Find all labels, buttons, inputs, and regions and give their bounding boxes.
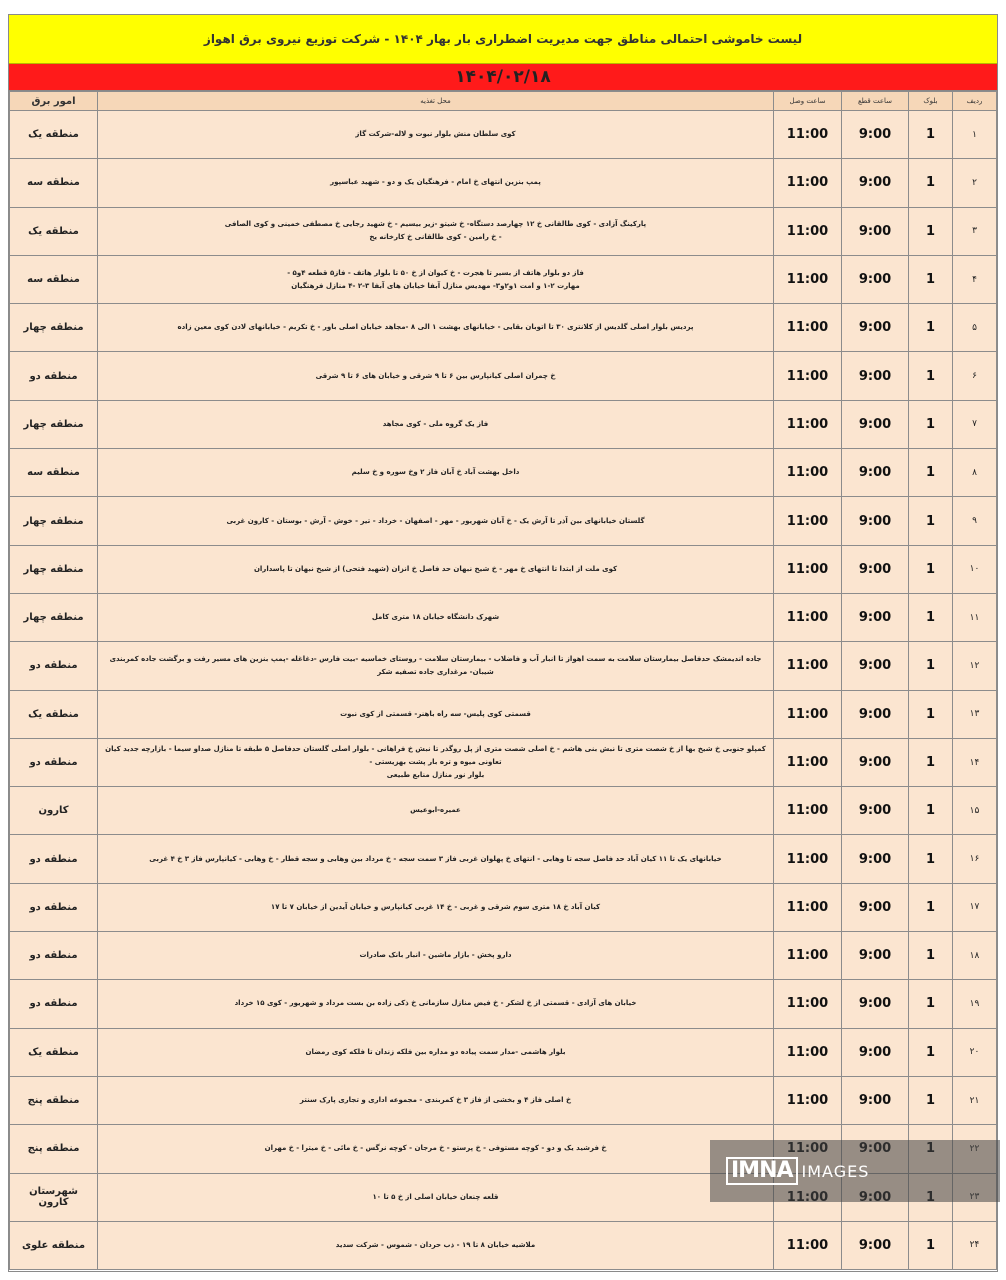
location-cell: فاز یک گروه ملی - کوی مجاهد [98, 400, 774, 448]
table-row [10, 352, 997, 400]
table-row [10, 1076, 997, 1124]
affairs-cell: منطقه سه [10, 449, 98, 497]
cut-time-cell: 9:00 [842, 545, 909, 593]
affairs-cell: منطقه یک [10, 111, 98, 159]
imna-watermark [710, 1140, 1000, 1202]
location-cell: خ فرشید یک و دو - کوچه مستوفی - خ پرستو - خ مرجان - کوچه نرگس - خ مائی - خ میترا - خ مهران [98, 1125, 774, 1173]
affairs-cell: منطقه یک [10, 1028, 98, 1076]
table-row [10, 593, 997, 641]
block-cell: 1 [909, 932, 953, 980]
block-cell: 1 [909, 111, 953, 159]
connect-time-cell: 11:00 [774, 690, 842, 738]
cut-time-cell: 9:00 [842, 207, 909, 255]
outage-table [9, 91, 997, 1270]
location-cell: پمپ بنزین انتهای خ امام - فرهنگیان یک و دو - شهید عباسپور [98, 159, 774, 207]
page-title: لیست خاموشی احتمالی مناطق جهت مدیریت اضطراری بار بهار ۱۴۰۴ - شرکت توزیع نیروی برق اهواز [9, 15, 997, 64]
table-row [10, 642, 997, 690]
cut-time-cell: 9:00 [842, 1076, 909, 1124]
watermark-suffix: IMAGES [801, 1161, 870, 1181]
row-number-cell: ۲۱ [953, 1076, 997, 1124]
block-cell: 1 [909, 255, 953, 303]
table-row [10, 255, 997, 303]
header-block: بلوک [909, 92, 953, 111]
connect-time-cell: 11:00 [774, 1221, 842, 1269]
watermark-logo: IMNA [726, 1157, 798, 1185]
connect-time-cell: 11:00 [774, 497, 842, 545]
row-number-cell: ۱۸ [953, 932, 997, 980]
cut-time-cell: 9:00 [842, 738, 909, 786]
cut-time-cell: 9:00 [842, 1221, 909, 1269]
affairs-cell: منطقه سه [10, 159, 98, 207]
table-row [10, 835, 997, 883]
header-cut-time: ساعت قطع [842, 92, 909, 111]
cut-time-cell: 9:00 [842, 400, 909, 448]
connect-time-cell: 11:00 [774, 449, 842, 497]
connect-time-cell: 11:00 [774, 1028, 842, 1076]
block-cell: 1 [909, 449, 953, 497]
location-cell: عمیره-ابوعیس [98, 787, 774, 835]
connect-time-cell: 11:00 [774, 1076, 842, 1124]
row-number-cell: ۱ [953, 111, 997, 159]
cut-time-cell: 9:00 [842, 1028, 909, 1076]
row-number-cell: ۵ [953, 304, 997, 352]
affairs-cell: منطقه دو [10, 738, 98, 786]
block-cell: 1 [909, 593, 953, 641]
cut-time-cell: 9:00 [842, 497, 909, 545]
row-number-cell: ۱۵ [953, 787, 997, 835]
block-cell: 1 [909, 980, 953, 1028]
table-row [10, 400, 997, 448]
location-cell: قسمتی کوی پلیس- سه راه باهنر- قسمتی از کوی نبوت [98, 690, 774, 738]
row-number-cell: ۸ [953, 449, 997, 497]
location-cell: کوی ملت از ابتدا تا انتهای خ مهر - خ شیخ نبهان حد فاصل خ انزان (شهید فتحی) از شیخ نبهان تا پاسداران [98, 545, 774, 593]
block-cell: 1 [909, 883, 953, 931]
row-number-cell: ۷ [953, 400, 997, 448]
affairs-cell: منطقه علوی [10, 1221, 98, 1269]
connect-time-cell: 11:00 [774, 255, 842, 303]
table-row [10, 932, 997, 980]
cut-time-cell: 9:00 [842, 593, 909, 641]
header-connect-time: ساعت وصل [774, 92, 842, 111]
table-row [10, 883, 997, 931]
row-number-cell: ۱۲ [953, 642, 997, 690]
location-cell: پردیس بلوار اصلی گلدیس از کلانتری ۳۰ تا اتوبان بقایی - خیابانهای بهشت ۱ الی ۸ -مجاهد خیابان اصلی باور - خ تکریم - خیابانهای لادن کوی معین زاده [98, 304, 774, 352]
connect-time-cell: 11:00 [774, 207, 842, 255]
row-number-cell: ۳ [953, 207, 997, 255]
connect-time-cell: 11:00 [774, 980, 842, 1028]
cut-time-cell: 9:00 [842, 835, 909, 883]
connect-time-cell: 11:00 [774, 352, 842, 400]
connect-time-cell: 11:00 [774, 883, 842, 931]
cut-time-cell: 9:00 [842, 304, 909, 352]
affairs-cell: منطقه سه [10, 255, 98, 303]
block-cell: 1 [909, 207, 953, 255]
connect-time-cell: 11:00 [774, 738, 842, 786]
affairs-cell: منطقه پنج [10, 1125, 98, 1173]
cut-time-cell: 9:00 [842, 690, 909, 738]
location-cell: داخل بهشت آباد خ آبان فاز ۲ وخ سوره و خ سلیم [98, 449, 774, 497]
affairs-cell: منطقه دو [10, 883, 98, 931]
affairs-cell: منطقه چهار [10, 545, 98, 593]
row-number-cell: ۱۹ [953, 980, 997, 1028]
affairs-cell: منطقه یک [10, 207, 98, 255]
location-cell: ملاشیه خیابان ۸ تا ۱۹ - ذب حردان - شموس - شرکت سدید [98, 1221, 774, 1269]
location-cell: گلستان خیابانهای بین آذر تا آرش یک - خ آبان شهریور - مهر - اصفهان - خرداد - تیر - خوش - آرش - بوستان - کارون غربی [98, 497, 774, 545]
outage-schedule-sheet [8, 14, 998, 1272]
affairs-cell: منطقه یک [10, 690, 98, 738]
row-number-cell: ۱۶ [953, 835, 997, 883]
table-header-row [10, 92, 997, 111]
row-number-cell: ۲۴ [953, 1221, 997, 1269]
row-number-cell: ۱۷ [953, 883, 997, 931]
row-number-cell: ۱۰ [953, 545, 997, 593]
cut-time-cell: 9:00 [842, 111, 909, 159]
block-cell: 1 [909, 497, 953, 545]
connect-time-cell: 11:00 [774, 159, 842, 207]
location-cell: فاز دو بلوار هاتف از بسیر تا هجرت - خ کیوان از خ ۵۰ تا بلوار هاتف - فاز۵ قطعه ۴و۵ - مهارت ۲-۱ و امت ۱و۲و۳- مهدیس منازل آبفا خیابان های آبفا ۳-۲ -۴ منازل فرهنگیان [98, 255, 774, 303]
connect-time-cell: 11:00 [774, 545, 842, 593]
table-row [10, 111, 997, 159]
row-number-cell: ۱۳ [953, 690, 997, 738]
block-cell: 1 [909, 1221, 953, 1269]
block-cell: 1 [909, 787, 953, 835]
block-cell: 1 [909, 400, 953, 448]
table-row [10, 497, 997, 545]
row-number-cell: ۶ [953, 352, 997, 400]
block-cell: 1 [909, 159, 953, 207]
affairs-cell: منطقه دو [10, 352, 98, 400]
row-number-cell: ۱۴ [953, 738, 997, 786]
connect-time-cell: 11:00 [774, 787, 842, 835]
affairs-cell: منطقه پنج [10, 1076, 98, 1124]
cut-time-cell: 9:00 [842, 883, 909, 931]
row-number-cell: ۴ [953, 255, 997, 303]
header-row-number: ردیف [953, 92, 997, 111]
affairs-cell: کارون [10, 787, 98, 835]
table-row [10, 207, 997, 255]
header-affairs: امور برق [10, 92, 98, 111]
location-cell: بلوار هاشمی -مدار سمت پیاده دو مداره بین فلکه زندان تا فلکه کوی رمضان [98, 1028, 774, 1076]
block-cell: 1 [909, 738, 953, 786]
table-row [10, 1221, 997, 1269]
location-cell: دارو پخش - بازار ماشین - انبار بانک صادرات [98, 932, 774, 980]
block-cell: 1 [909, 642, 953, 690]
schedule-date: ۱۴۰۴/۰۲/۱۸ [9, 64, 997, 91]
table-row [10, 545, 997, 593]
row-number-cell: ۲۰ [953, 1028, 997, 1076]
location-cell: جاده اندیمشک حدفاصل بیمارستان سلامت به سمت اهواز تا انبار آب و فاضلاب - بیمارستان سلامت - روستای خماسیه -بیت فارس -دغاغله -پمپ بنزین های مسیر رفت و برگشت جاده کمربندی شیبان- مرغداری جاده تصفیه شکر [98, 642, 774, 690]
table-row [10, 304, 997, 352]
affairs-cell: منطقه چهار [10, 400, 98, 448]
cut-time-cell: 9:00 [842, 255, 909, 303]
affairs-cell: منطقه دو [10, 980, 98, 1028]
cut-time-cell: 9:00 [842, 449, 909, 497]
block-cell: 1 [909, 1076, 953, 1124]
header-location: محل تغذیه [98, 92, 774, 111]
location-cell: کیان آباد خ ۱۸ متری سوم شرقی و غربی - خ ۱۴ غربی کیانپارس و خیابان آیدین از خیابان ۷ تا ۱۷ [98, 883, 774, 931]
location-cell: خ چمران اصلی کیانپارس بین ۶ تا ۹ شرقی و خیابان های ۶ تا ۹ شرقی [98, 352, 774, 400]
table-row [10, 449, 997, 497]
table-row [10, 159, 997, 207]
affairs-cell: منطقه چهار [10, 593, 98, 641]
affairs-cell: منطقه چهار [10, 497, 98, 545]
connect-time-cell: 11:00 [774, 642, 842, 690]
location-cell: شهرک دانشگاه خیابان ۱۸ متری کامل [98, 593, 774, 641]
table-row [10, 690, 997, 738]
affairs-cell: منطقه دو [10, 932, 98, 980]
affairs-cell: منطقه چهار [10, 304, 98, 352]
connect-time-cell: 11:00 [774, 835, 842, 883]
cut-time-cell: 9:00 [842, 159, 909, 207]
table-row [10, 738, 997, 786]
table-row [10, 980, 997, 1028]
connect-time-cell: 11:00 [774, 593, 842, 641]
block-cell: 1 [909, 1028, 953, 1076]
block-cell: 1 [909, 352, 953, 400]
affairs-cell: منطقه دو [10, 642, 98, 690]
block-cell: 1 [909, 545, 953, 593]
table-row [10, 1028, 997, 1076]
location-cell: خیابانهای یک تا ۱۱ کیان آباد حد فاصل سجه تا وهابی - انتهای خ پهلوان غربی فاز ۳ سمت سجه - خ مرداد بین وهابی و سجه قطار - خ وهابی - کیانپارس فاز ۳ خ ۴ غربی [98, 835, 774, 883]
location-cell: خیابان های آزادی - قسمتی از خ لشکر - خ فیض منازل سازمانی خ ذکی زاده بن بست مرداد و شهریور - کوی ۱۵ خرداد [98, 980, 774, 1028]
cut-time-cell: 9:00 [842, 932, 909, 980]
affairs-cell: شهرستان کارون [10, 1173, 98, 1221]
connect-time-cell: 11:00 [774, 111, 842, 159]
cut-time-cell: 9:00 [842, 980, 909, 1028]
block-cell: 1 [909, 304, 953, 352]
row-number-cell: ۱۱ [953, 593, 997, 641]
connect-time-cell: 11:00 [774, 932, 842, 980]
cut-time-cell: 9:00 [842, 787, 909, 835]
block-cell: 1 [909, 690, 953, 738]
table-row [10, 787, 997, 835]
cut-time-cell: 9:00 [842, 352, 909, 400]
connect-time-cell: 11:00 [774, 400, 842, 448]
cut-time-cell: 9:00 [842, 642, 909, 690]
block-cell: 1 [909, 835, 953, 883]
connect-time-cell: 11:00 [774, 304, 842, 352]
row-number-cell: ۹ [953, 497, 997, 545]
location-cell: پارکینگ آزادی - کوی طالقانی خ ۱۲ چهارصد دستگاه- خ شیتو -زیر بیسیم - خ شهید رجایی خ مصطفی خمینی و کوی الصافی - خ رامین - کوی طالقانی خ کارخانه یخ [98, 207, 774, 255]
location-cell: کمپلو جنوبی خ شیخ بها از خ شصت متری تا نبش بنی هاشم - خ اصلی شصت متری از پل روگذر تا نبش خ فراهانی - بلوار اصلی گلستان حدفاصل ۵ طبقه تا منازل صداو سیما - بازارچه جدید کیان تعاونی میوه و تره بار پشت بهزیستی - بلوار نور منازل منابع طبیعی [98, 738, 774, 786]
location-cell: قلعه چنعان خیابان اصلی از خ ۵ تا ۱۰ [98, 1173, 774, 1221]
location-cell: خ اصلی فاز ۴ و بخشی از فاز ۳ خ کمربندی - مجموعه اداری و تجاری پارک سنتر [98, 1076, 774, 1124]
row-number-cell: ۲ [953, 159, 997, 207]
affairs-cell: منطقه دو [10, 835, 98, 883]
location-cell: کوی سلطان منش بلوار نبوت و لاله-شرکت گاز [98, 111, 774, 159]
